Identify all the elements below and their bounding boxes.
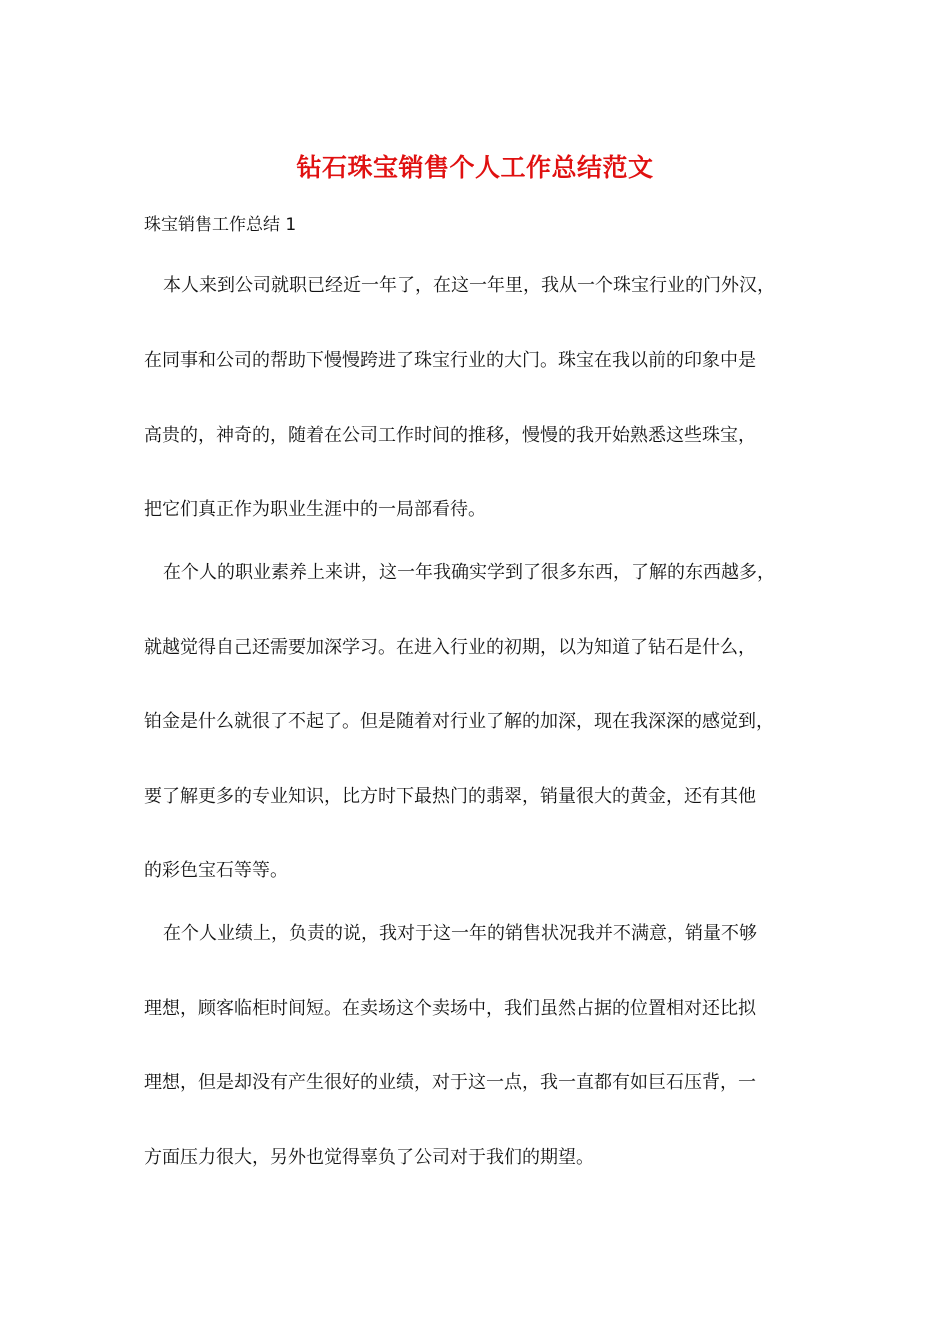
- paragraph-2-line-4: 要了解更多的专业知识，比方时下最热门的翡翠，销量很大的黄金，还有其他: [144, 786, 756, 807]
- paragraph-1-line-1: 本人来到公司就职已经近一年了，在这一年里，我从一个珠宝行业的门外汉，: [163, 275, 775, 296]
- document-title: 钻石珠宝销售个人工作总结范文: [296, 153, 654, 182]
- paragraph-2-line-2: 就越觉得自己还需要加深学习。在进入行业的初期，以为知道了钻石是什么，: [144, 637, 756, 658]
- paragraph-1-line-3: 高贵的，神奇的，随着在公司工作时间的推移，慢慢的我开始熟悉这些珠宝，: [144, 425, 756, 446]
- section-heading: 珠宝销售工作总结 1: [144, 215, 297, 235]
- paragraph-3-line-4: 方面压力很大，另外也觉得辜负了公司对于我们的期望。: [144, 1147, 594, 1168]
- paragraph-3-line-2: 理想，顾客临柜时间短。在卖场这个卖场中，我们虽然占据的位置相对还比拟: [144, 998, 756, 1019]
- paragraph-3-line-3: 理想，但是却没有产生很好的业绩，对于这一点，我一直都有如巨石压背，一: [144, 1072, 756, 1093]
- paragraph-2-line-3: 铂金是什么就很了不起了。但是随着对行业了解的加深，现在我深深的感觉到，: [144, 711, 774, 732]
- paragraph-2-line-5: 的彩色宝石等等。: [144, 860, 288, 881]
- paragraph-3-line-1: 在个人业绩上，负责的说，我对于这一年的销售状况我并不满意，销量不够: [163, 923, 757, 944]
- paragraph-1-line-2: 在同事和公司的帮助下慢慢跨进了珠宝行业的大门。珠宝在我以前的印象中是: [144, 350, 756, 371]
- paragraph-1-line-4: 把它们真正作为职业生涯中的一局部看待。: [144, 499, 486, 520]
- paragraph-2-line-1: 在个人的职业素养上来讲，这一年我确实学到了很多东西，了解的东西越多，: [163, 562, 775, 583]
